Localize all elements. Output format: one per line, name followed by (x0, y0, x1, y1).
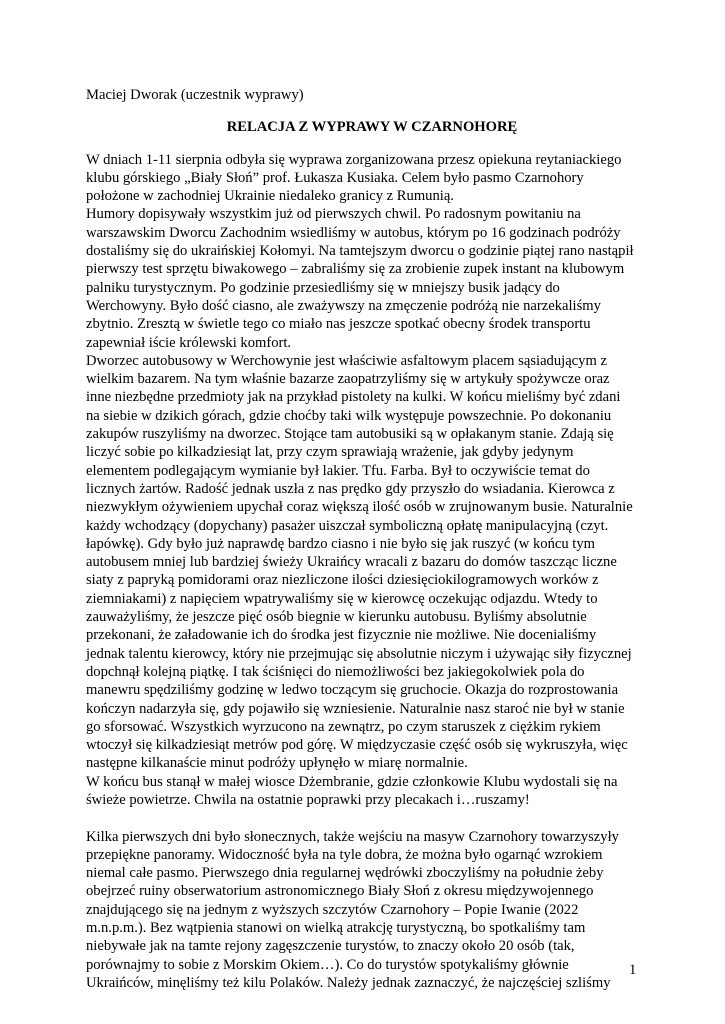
text-line: W końcu bus stanął w małej wiosce Dżembranie, gdzie członkowie Klubu wydostali się na (86, 773, 618, 790)
text-line: przekonani, że załadowanie ich do środka jest fizycznie nie możliwe. Nie docenialiśmy (86, 627, 597, 644)
text-line: Werchowyny. Było dość ciasno, ale zważywszy na zmęczenie podróżą nie narzekaliśmy (86, 297, 601, 314)
text-line: warszawskim Dworcu Zachodnim wsiedliśmy w autobus, którym po 16 godzinach podróży (86, 224, 621, 241)
text-line: zakupów ruszyliśmy na dworzec. Stojące tam autobusiki są w opłakanym stanie. Zdają się (86, 426, 614, 443)
author-line: Maciej Dworak (uczestnik wyprawy) (86, 87, 304, 103)
text-line: autobusem mniej lub bardziej świeży Ukraińcy wracali z bazaru do domów taszcząc liczne (86, 554, 617, 571)
text-line: go sforsować. Wszystkich wyrzucono na zewnątrz, po czym staruszek z ciężkim rykiem (86, 718, 601, 735)
text-line: Kilka pierwszych dni było słonecznych, także wejściu na masyw Czarnohory towarzyszyły (86, 828, 619, 845)
text-line: wielkim bazarem. Na tym właśnie bazarze zaopatrzyliśmy się w artykuły spożywcze oraz (86, 371, 610, 388)
text-line: dostaliśmy się do ukraińskiej Kołomyi. Na tamtejszym dworcu o godzinie piątej rano nastąpił (86, 243, 634, 260)
paragraph (86, 828, 646, 993)
text-line: zapewniał iście królewski komfort. (86, 334, 292, 351)
paragraph (86, 352, 646, 773)
page-number: 1 (629, 962, 637, 978)
document-title: RELACJA Z WYPRAWY W CZARNOHORĘ (226, 119, 518, 136)
text-line: świeże powietrze. Chwila na ostatnie poprawki przy plecakach i…ruszamy! (86, 791, 530, 808)
text-line: kończyn nadarzyła się, gdy pojawiło się wzniesienie. Naturalnie nasz staroć nie był w stanie (86, 700, 625, 717)
paragraph (86, 205, 646, 351)
text-line: inne niezbędne przedmioty jak na przykład pistolety na kulki. W końcu mieliśmy być zdani (86, 389, 621, 406)
text-line: liczyć sobie po kilkadziesiąt lat, przy czym sprawiają wrażenie, jak gdyby jedynym (86, 444, 574, 461)
text-line: niemal całe pasmo. Pierwszego dnia regularnej wędrówki zboczyliśmy na południe żeby (86, 865, 604, 882)
text-line: przepiękne panoramy. Widoczność była na tyle dobra, że można było ogarnąć wzrokiem (86, 846, 603, 863)
text-line: wtoczył się kilkadziesiąt metrów pod górę. W międzyczasie część osób się wykruszyła, więc (86, 737, 628, 754)
text-line: dopchnął kolejną piątkę. I tak ściśnięci do niemożliwości bez jakiegokolwiek pola do (86, 663, 585, 680)
text-line: następne kilkanaście minut podróży upłynęło w miarę normalnie. (86, 755, 468, 772)
paragraph (86, 773, 646, 810)
text-line: siaty z papryką pomidorami oraz niezliczone ilości dziesięciokilogramowych worków z (86, 572, 599, 589)
text-line: Humory dopisywały wszystkim już od pierwszych chwil. Po radosnym powitaniu na (86, 206, 581, 223)
text-line: jednak talentu kierowcy, który nie przejmując się absolutnie niczym i używając siły fizycznej (86, 645, 632, 662)
document-body (86, 86, 646, 992)
text-line: m.n.p.m.). Bez wątpienia stanowi on wielką atrakcję turystyczną, bo spotkaliśmy tam (86, 920, 586, 937)
text-line: W dniach 1-11 sierpnia odbyła się wyprawa zorganizowana przesz opiekuna reytaniackiego (86, 151, 622, 168)
paragraph (86, 151, 646, 206)
text-line: łapówkę). Gdy było już naprawdę bardzo ciasno i nie było się jak ruszyć (w końcu tym (86, 535, 596, 552)
text-line: manewru spędziliśmy godzinę w ledwo toczącym się gruchocie. Okazja do rozprostowania (86, 682, 619, 699)
text-line: porównajmy to sobie z Morskim Okiem…). Co do turystów spotykaliśmy głównie (86, 956, 569, 973)
text-line: zbytnio. Zresztą w świetle tego co miało nas jeszcze spotkać obecny środek transportu (86, 316, 591, 333)
text-line: Ukraińców, minęliśmy też kilu Polaków. Należy jednak zaznaczyć, że najczęściej szliśmy (86, 974, 611, 991)
text-line: palniku turystycznym. Po godzinie przesiedliśmy się w mniejszy busik jadący do (86, 279, 560, 296)
text-line: na siebie w dzikich górach, gdzie choćby taki wilk występuje powszechnie. Po dokonaniu (86, 407, 612, 424)
text-line: Dworzec autobusowy w Werchowynie jest właściwie asfaltowym placem sąsiadującym z (86, 352, 607, 369)
text-line: znajdującego się na jednym z wyższych szczytów Czarnohory – Popie Iwanie (2022 (86, 901, 579, 918)
text-line: położone w zachodniej Ukrainie niedaleko granicy z Rumunią. (86, 188, 454, 205)
text-line: niezwykłym ożywieniem upychał coraz większą ilość osób w zrujnowanym busie. Naturalnie (86, 499, 633, 516)
text-line: ziemniakami) z napięciem wpatrywaliśmy się w kierowcę oczekując odjazdu. Wtedy to (86, 590, 598, 607)
text-line: licznych żartów. Radość jednak uszła z nas prędko gdy przyszło do wsiadania. Kierowca z (86, 480, 615, 497)
text-line: klubu górskiego „Biały Słoń” prof. Łukasza Kusiaka. Celem było pasmo Czarnohory (86, 169, 584, 186)
text-line: elementem podlegającym wymianie był lakier. Tfu. Farba. Był to oczywiście temat do (86, 462, 590, 479)
text-line: każdy wchodzący (dopychany) pasażer uiszczał symboliczną opłatę manipulacyjną (czyt. (86, 517, 609, 534)
text-line: pierwszy test sprzętu biwakowego – zabraliśmy się za zrobienie zupek instant na klubowym (86, 261, 625, 278)
text-line: obejrzeć ruiny obserwatorium astronomicznego Biały Słoń z okresu międzywojennego (86, 883, 594, 900)
text-line: zauważyliśmy, że jeszcze pięć osób biegnie w kierunku autobusu. Byliśmy absolutnie (86, 609, 587, 626)
text-line: niebywałe jak na tamte rejony zagęszczenie turystów, to znaczy około 20 osób (tak, (86, 938, 575, 955)
